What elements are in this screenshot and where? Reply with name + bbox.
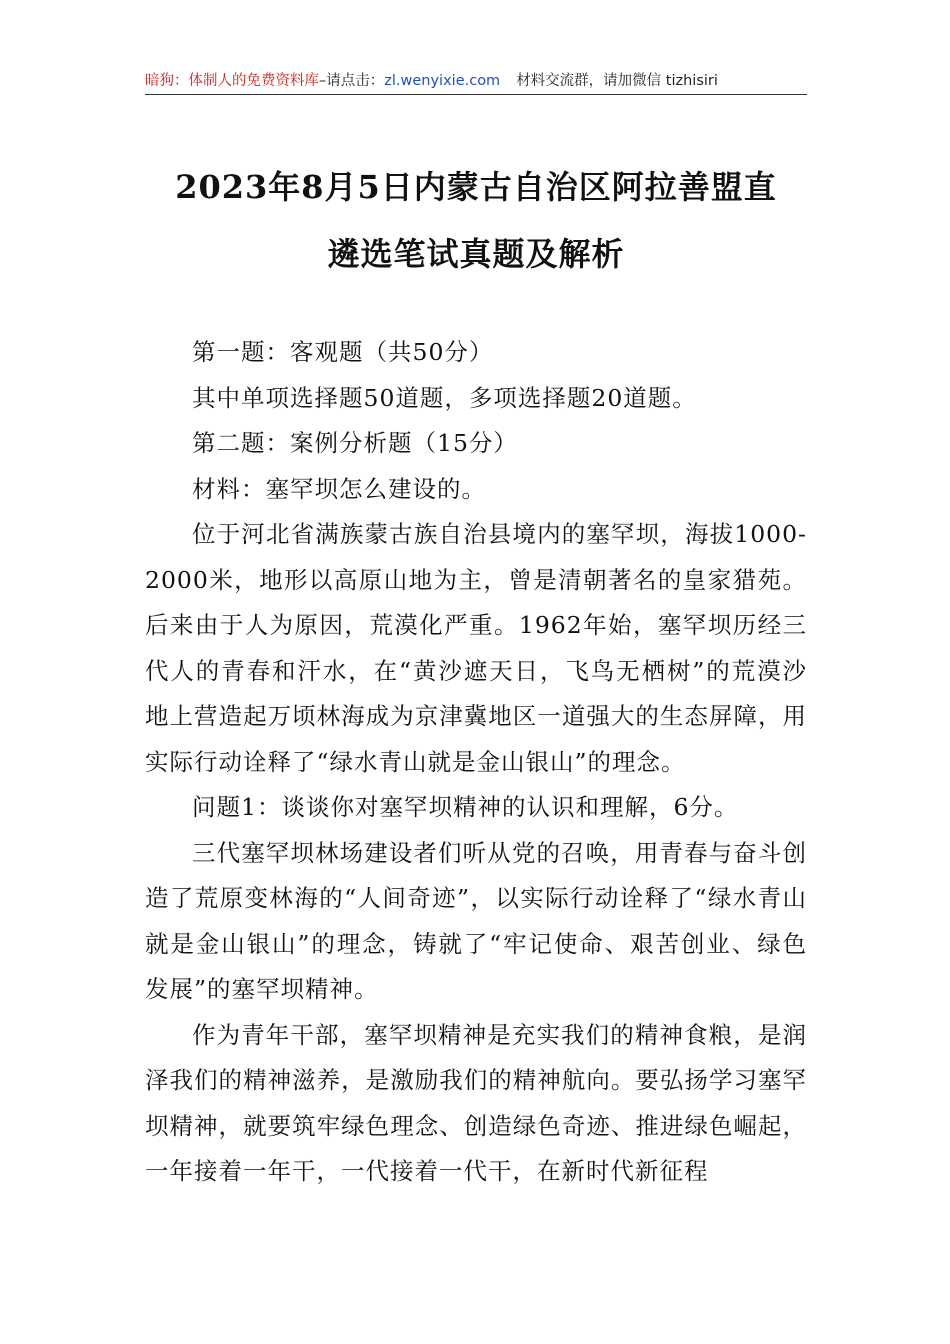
page-header — [145, 70, 807, 95]
document-title-line-2: 遴选笔试真题及解析 — [327, 235, 625, 273]
paragraph-material-text: 位于河北省满族蒙古族自治县境内的塞罕坝，海拔1000-2000米，地形以高原山地为主，曾是清朝著名的皇家猎苑。后来由于人为原因，荒漠化严重。1962年始，塞罕坝历经三代人的青春和汗水，在“黄沙遮天日，飞鸟无栖树”的荒漠沙地上营造起万顷林海成为京津冀地区一道强大的生态屏障，用实际行动诠释了“绿水青山就是金山银山”的理念。 — [145, 520, 807, 776]
header-contact: 材料交流群，请加微信 tizhisiri — [516, 73, 718, 89]
document-body — [145, 330, 807, 1195]
paragraph-material-label: 材料：塞罕坝怎么建设的。 — [192, 474, 486, 503]
header-url-link[interactable]: zl.wenyixie.com — [384, 73, 501, 89]
paragraph-answer-2: 作为青年干部，塞罕坝精神是充实我们的精神食粮，是润泽我们的精神滋养，是激励我们的精神航向。要弘扬学习塞罕坝精神，就要筑牢绿色理念、创造绿色奇迹、推进绿色崛起，一年接着一年干，一代接着一代干，在新时代新征程 — [145, 1020, 807, 1185]
paragraph-question-1: 问题1：谈谈你对塞罕坝精神的认识和理解，6分。 — [192, 793, 739, 821]
paragraph-section-2-heading: 第二题：案例分析题（15分） — [192, 429, 518, 457]
paragraph-section-1-heading: 第一题：客观题（共50分） — [192, 338, 494, 366]
document-title-line-1: 2023年8月5日内蒙古自治区阿拉善盟直 — [175, 168, 777, 206]
header-cta: –请点击： — [319, 73, 385, 89]
header-brand: 暗狗：体制人的免费资料库 — [145, 73, 319, 89]
paragraph-answer-1: 三代塞罕坝林场建设者们听从党的召唤，用青春与奋斗创造了荒原变林海的“人间奇迹”，以实际行动诠释了“绿水青山就是金山银山”的理念，铸就了“牢记使命、艰苦创业、绿色发展”的塞罕坝精神。 — [145, 838, 807, 1003]
paragraph-section-1-note: 其中单项选择题50道题，多项选择题20道题。 — [192, 383, 697, 412]
